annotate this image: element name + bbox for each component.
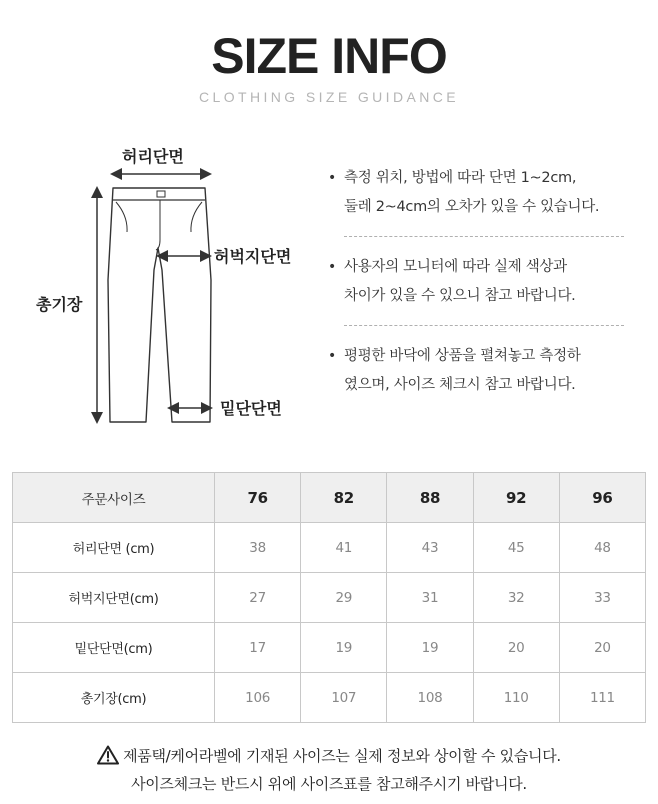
table-cell: 48: [559, 523, 645, 573]
table-cell: 31: [387, 573, 473, 623]
notes-list: [328, 164, 628, 400]
table-cell: 108: [387, 673, 473, 723]
length-label: 총기장: [36, 295, 83, 314]
table-cell: 19: [301, 623, 387, 673]
note-line: 평평한 바닥에 상품을 펼쳐놓고 측정하: [344, 348, 581, 364]
table-cell: 27: [215, 573, 301, 623]
bullet-dot-icon: •: [328, 348, 336, 364]
table-cell: 29: [301, 573, 387, 623]
size-header: 96: [559, 473, 645, 523]
row-label: 허리단면 (cm): [13, 523, 215, 573]
size-table: [12, 472, 646, 723]
table-cell: 17: [215, 623, 301, 673]
page-title: SIZE INFO: [211, 28, 447, 84]
table-cell: 111: [559, 673, 645, 723]
size-header: 76: [215, 473, 301, 523]
page-subtitle: CLOTHING SIZE GUIDANCE: [199, 89, 459, 105]
size-header: 92: [473, 473, 559, 523]
dashed-divider: [344, 325, 624, 326]
footer-text: 사이즈체크는 반드시 위에 사이즈표를 참고해주시기 바랍니다.: [131, 775, 527, 793]
thigh-label: 허벅지단면: [214, 247, 292, 266]
table-cell: 33: [559, 573, 645, 623]
table-cell: 45: [473, 523, 559, 573]
note-line: 측정 위치, 방법에 따라 단면 1~2cm,: [344, 170, 577, 186]
note-item: [328, 164, 628, 222]
table-row: [13, 673, 646, 723]
table-cell: 107: [301, 673, 387, 723]
note-item: [328, 342, 628, 400]
dashed-divider: [344, 236, 624, 237]
table-cell: 32: [473, 573, 559, 623]
note-line: 였으며, 사이즈 체크시 참고 바랍니다.: [344, 377, 576, 393]
footer-text: 제품택/케어라벨에 기재된 사이즈는 실제 정보와 상이할 수 있습니다.: [123, 747, 561, 765]
bullet-dot-icon: •: [328, 170, 336, 186]
order-size-header: 주문사이즈: [13, 473, 215, 523]
size-table-header-row: [13, 473, 646, 523]
note-line: 차이가 있을 수 있으니 참고 바랍니다.: [344, 288, 576, 304]
bullet-dot-icon: •: [328, 259, 336, 275]
table-cell: 106: [215, 673, 301, 723]
table-row: [13, 623, 646, 673]
table-cell: 19: [387, 623, 473, 673]
table-cell: 20: [559, 623, 645, 673]
footer-line: [0, 772, 658, 796]
table-row: [13, 523, 646, 573]
note-line: 사용자의 모니터에 따라 실제 색상과: [344, 259, 567, 275]
table-cell: 41: [301, 523, 387, 573]
row-label: 밑단단면(cm): [13, 623, 215, 673]
note-line: 둘레 2~4cm의 오차가 있을 수 있습니다.: [344, 199, 600, 215]
pants-diagram: [0, 130, 320, 440]
table-cell: 20: [473, 623, 559, 673]
row-label: 총기장(cm): [13, 673, 215, 723]
hem-label: 밑단단면: [220, 399, 282, 418]
note-item: [328, 253, 628, 311]
table-cell: 38: [215, 523, 301, 573]
warning-triangle-icon: [97, 745, 119, 772]
pants-illustration: [0, 130, 320, 440]
row-label: 허벅지단면(cm): [13, 573, 215, 623]
size-header: 82: [301, 473, 387, 523]
table-cell: 110: [473, 673, 559, 723]
size-header: 88: [387, 473, 473, 523]
footer-line: [0, 744, 658, 772]
table-row: [13, 573, 646, 623]
waist-label: 허리단면: [122, 147, 184, 166]
footer-notice: [0, 744, 658, 796]
table-cell: 43: [387, 523, 473, 573]
